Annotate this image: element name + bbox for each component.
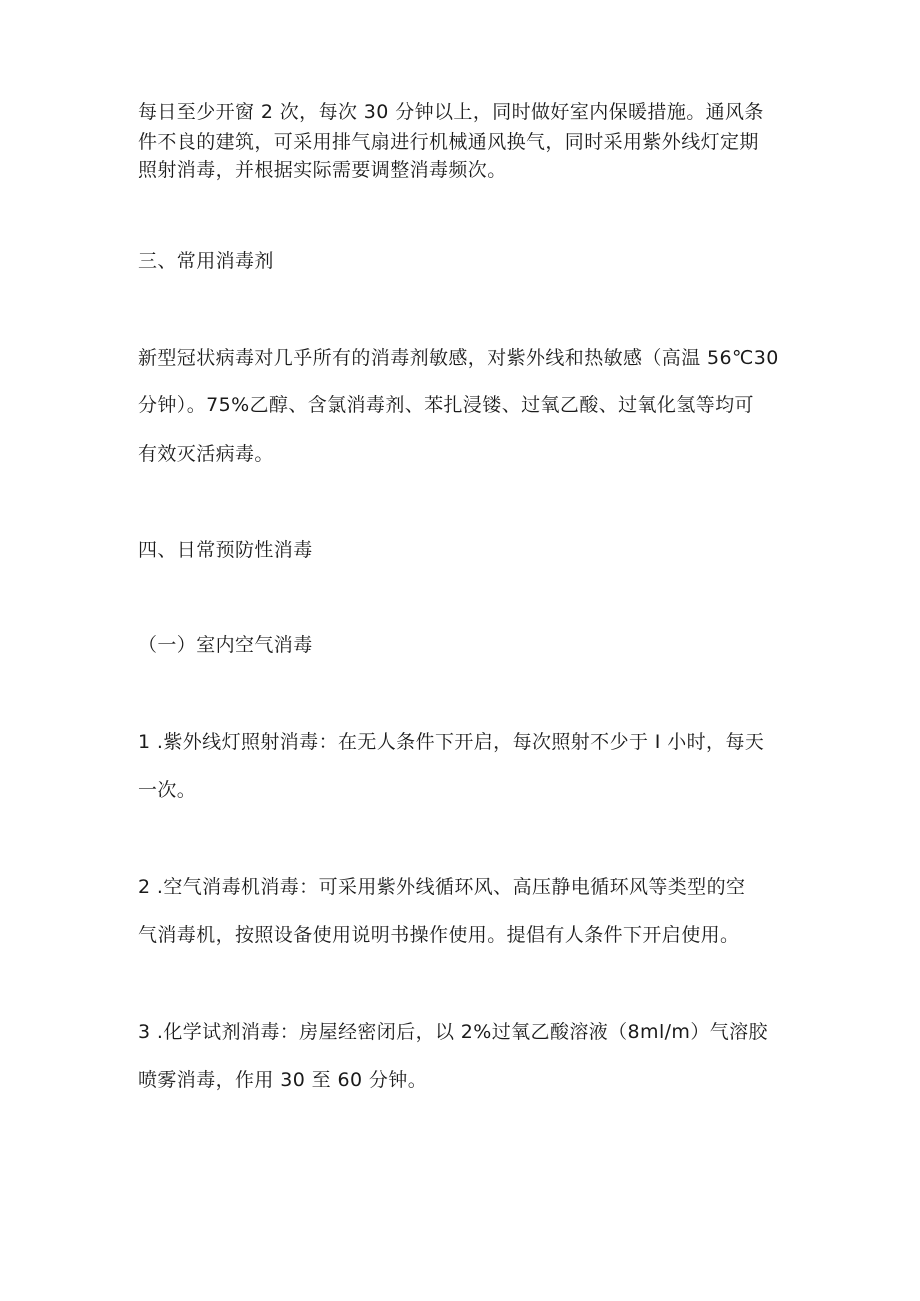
list-item-air-purifier-line-2: 气消毒机，按照设备使用说明书操作使用。提倡有人条件下开启使用。 [138,924,740,946]
list-item-chemical-line-2: 喷雾消毒，作用 30 至 60 分钟。 [138,1069,428,1091]
paragraph-ventilation-line-3: 照射消毒，并根据实际需要调整消毒频次。 [138,159,507,181]
list-item-uv-lamp-line-2: 一次。 [138,779,197,801]
paragraph-disinfectants-line-2: 分钟）。75%乙醇、含氯消毒剂、苯扎浸镂、过氧乙酸、过氧化氢等均可 [138,394,754,416]
section-heading-common-disinfectants: 三、常用消毒剂 [138,250,274,272]
paragraph-ventilation-line-1: 每日至少开窗 2 次，每次 30 分钟以上，同时做好室内保暖措施。通风条 [138,101,764,123]
list-item-chemical-line-1: 3 .化学试剂消毒：房屋经密闭后，以 2%过氧乙酸溶液（8ml∕m）气溶胶 [138,1021,768,1043]
paragraph-disinfectants-line-3: 有效灭活病毒。 [138,443,274,465]
list-item-uv-lamp-line-1: 1 .紫外线灯照射消毒：在无人条件下开启，每次照射不少于 I 小时，每天 [138,731,765,753]
section-heading-daily-prevention: 四、日常预防性消毒 [138,539,313,561]
list-item-air-purifier-line-1: 2 .空气消毒机消毒：可采用紫外线循环风、高压静电循环风等类型的空 [138,876,746,898]
paragraph-disinfectants-line-1: 新型冠状病毒对几乎所有的消毒剂敏感，对紫外线和热敏感（高温 56℃30 [138,347,779,369]
subheading-indoor-air: （一）室内空气消毒 [138,634,313,656]
paragraph-ventilation-line-2: 件不良的建筑，可采用排气扇进行机械通风换气，同时采用紫外线灯定期 [138,131,759,153]
